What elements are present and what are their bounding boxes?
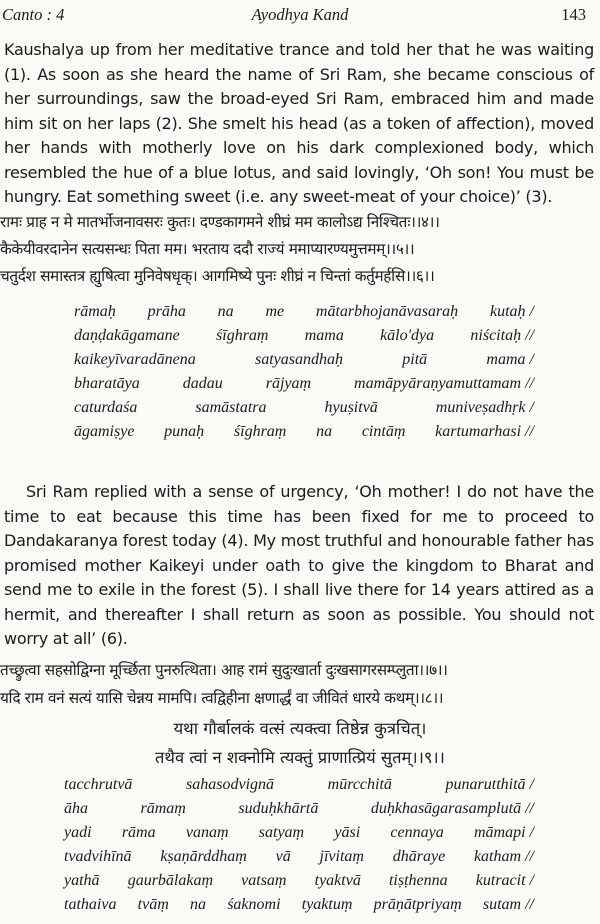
transliteration-word: katham // (473, 848, 534, 865)
transliteration-word: sahasodvignā (186, 776, 275, 793)
transliteration-word: me (265, 303, 285, 320)
transliteration-word: punaḥ (164, 423, 205, 440)
transliteration-line (64, 869, 534, 893)
sanskrit-verse-8: यदि राम वनं सत्यं यासि चेन्नय मामपि। त्वद्विहीना क्षणार्द्धं वा जीवितं धारये कथम्।।८।। (0, 689, 444, 707)
transliteration-word: muniveṣadhṛk / (435, 399, 534, 416)
transliteration-word: śaknomi (227, 896, 281, 913)
transliteration-word: yathā (64, 872, 100, 889)
transliteration-word: mamāpyāraṇyamuttamam // (354, 375, 534, 392)
transliteration-word: rāma (121, 824, 156, 841)
transliteration-word: punarutthitā / (445, 776, 534, 793)
transliteration-word: kaikeyīvaradānena (74, 351, 196, 368)
transliteration-word: duḥkhasāgarasamplutā // (370, 800, 534, 817)
transliteration-word: tyaktvā (314, 872, 361, 889)
transliteration-word: pitā (402, 351, 428, 368)
transliteration-word: gaurbālakaṃ (127, 872, 214, 889)
transliteration-word: tacchrutvā (64, 776, 133, 793)
transliteration-block-1 (74, 300, 534, 444)
transliteration-word: hyuṣitvā (324, 399, 378, 416)
transliteration-word: kṣaṇārddhaṃ (160, 848, 247, 865)
transliteration-word: na (217, 303, 234, 320)
transliteration-line (74, 348, 534, 372)
transliteration-word: na (189, 896, 206, 913)
transliteration-block-2 (64, 773, 534, 917)
transliteration-word: yadi (64, 824, 92, 841)
transliteration-line (74, 324, 534, 348)
transliteration-word: bharatāya (74, 375, 140, 392)
transliteration-word: prāṇātpriyaṃ (373, 896, 462, 913)
transliteration-word: tiṣṭhenna (388, 872, 448, 889)
transliteration-line (64, 821, 534, 845)
transliteration-word: āha (64, 800, 88, 817)
transliteration-word: kutaḥ / (489, 303, 534, 320)
transliteration-word: tvadvihīnā (64, 848, 132, 865)
transliteration-word: sutam // (482, 896, 534, 913)
prose-paragraph-1: Kaushalya up from her meditative trance and told her that he was waiting (1). As soon as she heard the name of Sri Ram, she became conscious of her surroundings, saw the broad-eyed Sri Ram, embraced him and made him sit on her laps (2). She smelt his head (as a token of affection), moved her hands with motherly love on his dark complexioned body, which resembled the hue of a blue lotus, and said lovingly, ‘Oh son! You must be hungry. Eat something sweet (i.e. any sweet-meat of your choice)’ (3). (4, 40, 594, 206)
transliteration-word: mūrcchitā (327, 776, 392, 793)
transliteration-word: rāmaṃ (140, 800, 186, 817)
transliteration-word: rājyaṃ (265, 375, 312, 392)
transliteration-line (64, 893, 534, 917)
transliteration-word: jīvitaṃ (319, 848, 364, 865)
page-header (0, 2, 600, 24)
transliteration-word: dadau (182, 375, 223, 392)
transliteration-word: mama (304, 327, 344, 344)
transliteration-word: na (316, 423, 333, 440)
transliteration-word: tathaiva (64, 896, 117, 913)
transliteration-word: kartumarhasi // (435, 423, 534, 440)
transliteration-word: satyaṃ (258, 824, 305, 841)
transliteration-word: śīghraṃ (233, 423, 287, 440)
prose-paragraph-2: Sri Ram replied with a sense of urgency, ‘Oh mother! I do not have the time to eat because this time has been fixed for me to proceed to Dandakaranya forest today (4). My most truthful and honourable father has promised mother Kaikeyi under oath to give the kingdom to Bharat and send me to exile in the forest (5). I shall live there for 14 years attired as a hermit, and thereafter I shall return as soon as possible. You should not worry at all’ (6). (4, 482, 594, 648)
canto-label: Canto : 4 (2, 5, 65, 24)
transliteration-word: śīghraṃ (216, 327, 269, 344)
transliteration-word: cintāṃ (361, 423, 406, 440)
transliteration-line (64, 773, 534, 797)
transliteration-word: tyaktuṃ (301, 896, 353, 913)
transliteration-word: suduḥkhārtā (238, 800, 319, 817)
transliteration-line (64, 845, 534, 869)
sanskrit-verse-4: रामः प्राह न मे मातर्भोजनावसरः कुतः। दण्डकागमने शीघ्रं मम कालोऽद्य निश्चितः।।४।। (0, 213, 440, 231)
transliteration-word: niścitaḥ // (470, 327, 534, 344)
transliteration-word: mama / (486, 351, 534, 368)
sanskrit-verse-9-line-1: यथा गौर्बालकं वत्सं त्यक्त्वा तिष्ठेन्न कुत्रचित्। (173, 719, 427, 738)
transliteration-word: kālo'dya (380, 327, 435, 344)
transliteration-word: rāmaḥ (74, 303, 116, 320)
transliteration-word: āgamiṣye (74, 423, 135, 440)
transliteration-word: dhāraye (392, 848, 446, 865)
transliteration-word: mātarbhojanāvasaraḥ (315, 303, 459, 320)
transliteration-word: vatsaṃ (241, 872, 287, 889)
sanskrit-verse-9-line-2: तथैव त्वां न शक्नोमि त्यक्तुं प्राणात्प्रियं सुतम्।।९।। (155, 748, 445, 767)
transliteration-word: māmapi / (474, 824, 534, 841)
transliteration-line (74, 396, 534, 420)
transliteration-word: tvāṃ (137, 896, 169, 913)
transliteration-word: vā (275, 848, 291, 865)
sanskrit-verse-6: चतुर्दश समास्तत्र ह्युषित्वा मुनिवेषधृक्। आगमिष्ये पुनः शीघ्रं न चिन्तां कर्तुमर्हसि।।६।। (0, 267, 435, 285)
transliteration-word: prāha (147, 303, 186, 320)
transliteration-line (74, 300, 534, 324)
transliteration-word: caturdaśa (74, 399, 138, 416)
transliteration-line (74, 372, 534, 396)
transliteration-line (64, 797, 534, 821)
transliteration-word: vanaṃ (185, 824, 229, 841)
running-title: Ayodhya Kand (251, 5, 349, 24)
transliteration-word: cennaya (390, 824, 444, 841)
transliteration-word: satyasandhaḥ (255, 351, 343, 368)
transliteration-word: yāsi (334, 824, 361, 841)
page-number: 143 (561, 5, 586, 24)
sanskrit-verse-7: तच्छ्रुत्वा सहसोद्विग्ना मूर्च्छिता पुनरुत्थिता। आह रामं सुदुःखार्ता दुःखसागरसम्प्लुता।।७।। (0, 661, 448, 679)
transliteration-word: samāstatra (195, 399, 267, 416)
transliteration-line (74, 420, 534, 444)
transliteration-word: daṇḍakāgamane (74, 327, 180, 344)
sanskrit-verse-5: कैकेयीवरदानेन सत्यसन्धः पिता मम। भरताय ददौ राज्यं ममाप्यारण्यमुत्तमम्।।५।। (0, 240, 415, 258)
transliteration-word: kutracit / (475, 872, 534, 889)
